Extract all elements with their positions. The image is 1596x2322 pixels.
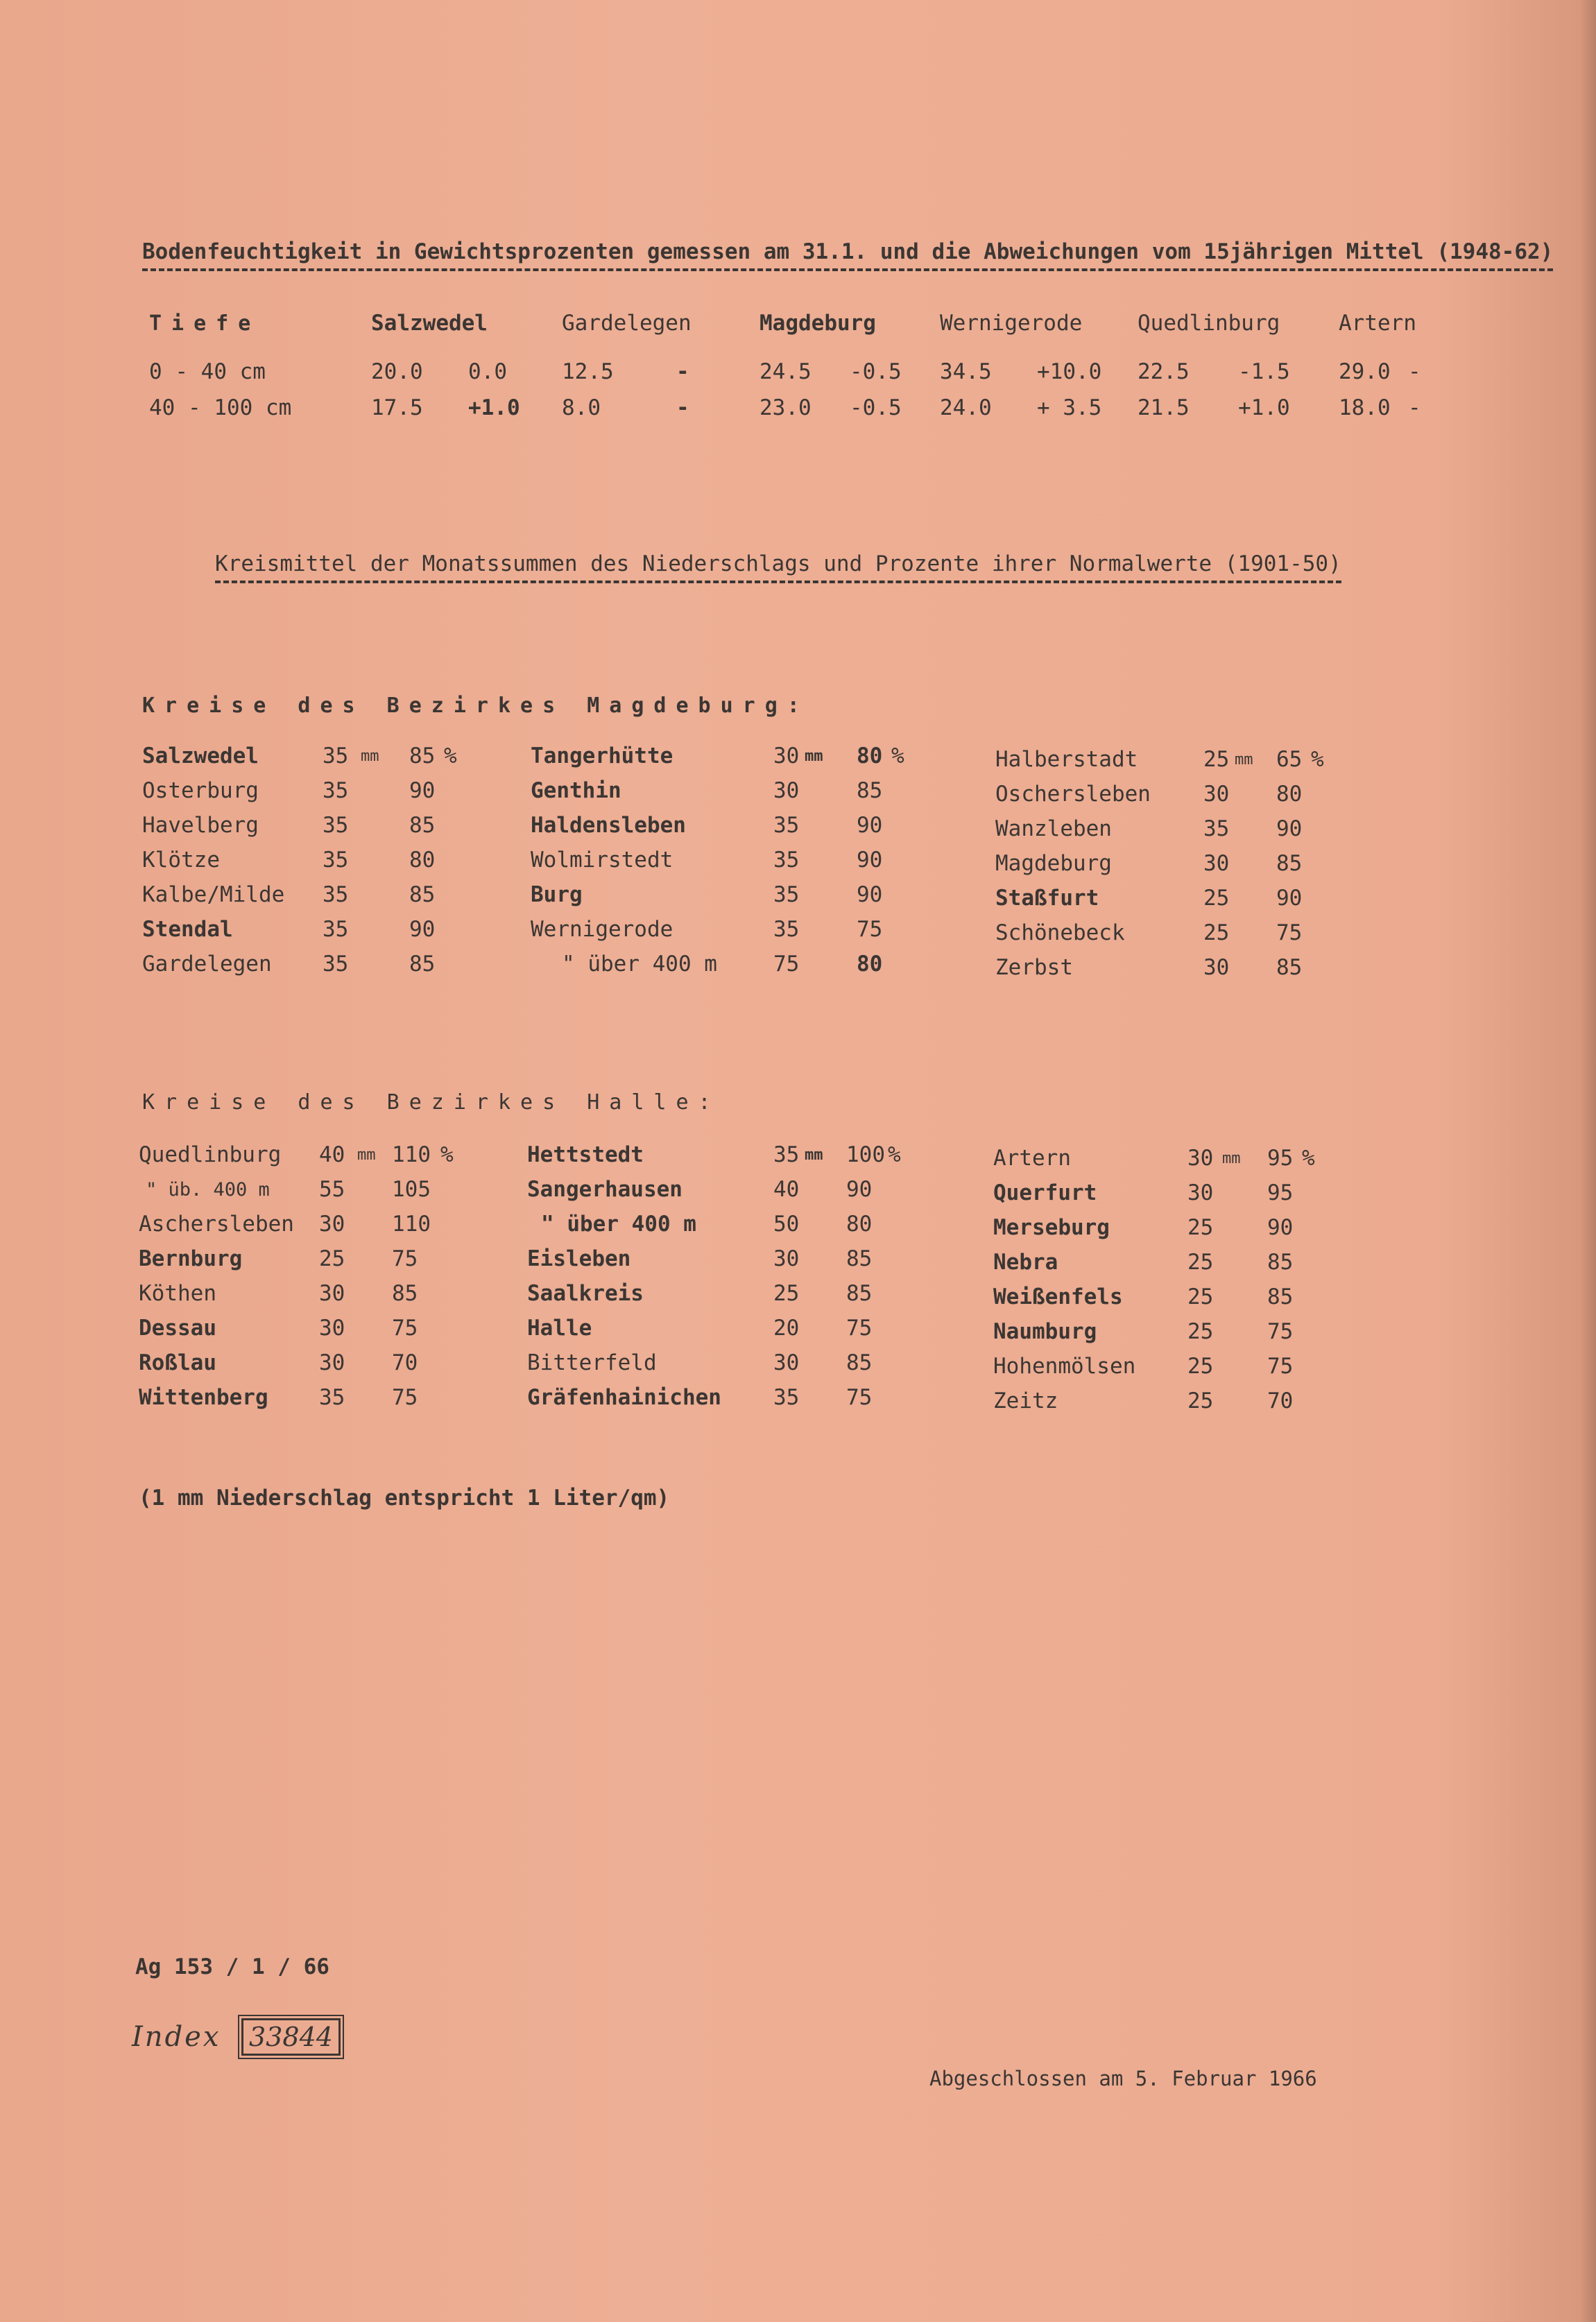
index-number: 33844: [241, 2018, 341, 2056]
district-pct: 95: [1267, 1146, 1294, 1171]
district-mm: 35: [319, 1385, 345, 1410]
soil-value: 18.0: [1339, 395, 1391, 420]
district-mm: 25: [1187, 1319, 1214, 1344]
district-pct: 90: [1276, 886, 1303, 911]
district-mm: 25: [1203, 886, 1230, 911]
district-pct: 85: [1267, 1284, 1294, 1309]
district-pct: 80: [846, 1212, 873, 1237]
soil-depth: 40 - 100 cm: [149, 395, 292, 420]
precip-title: Kreismittel der Monatssummen des Niederschlags und Prozente ihrer Normalwerte (1901-50): [215, 551, 1341, 576]
district-row: [142, 912, 472, 947]
district-pct: 80: [409, 848, 436, 872]
district-name: Bernburg: [139, 1246, 243, 1271]
district-name: Artern: [993, 1146, 1071, 1171]
district-mm: 35: [773, 848, 800, 872]
halle-table-col1: [139, 1137, 468, 1415]
district-pct: 85: [846, 1350, 873, 1375]
district-mm: 55: [319, 1177, 345, 1202]
district-name: Kalbe/Milde: [142, 882, 285, 907]
district-row: [142, 773, 472, 808]
soil-deviation: -1.5: [1238, 359, 1290, 384]
district-name: Haldensleben: [531, 813, 686, 838]
district-pct: 100: [846, 1142, 885, 1167]
district-mm: 40: [773, 1177, 800, 1202]
district-mm: 30: [319, 1212, 345, 1237]
district-row: [142, 739, 472, 773]
district-pct: 85: [409, 743, 436, 768]
district-mm: 35: [773, 813, 800, 838]
district-row: [527, 1311, 916, 1345]
district-pct: 95: [1267, 1180, 1294, 1205]
unit-mm: mm: [1222, 1149, 1241, 1167]
district-row: [995, 950, 1339, 985]
unit-mm: mm: [357, 1146, 376, 1164]
soil-depth: 0 - 40 cm: [149, 359, 266, 384]
district-pct: 80: [857, 743, 883, 768]
unit-pct: %: [888, 1142, 901, 1167]
district-pct: 75: [1267, 1354, 1294, 1379]
magdeburg-table-col2: [531, 739, 919, 981]
district-pct: 90: [409, 778, 436, 803]
district-row: [531, 773, 919, 808]
district-row: [527, 1380, 916, 1415]
magdeburg-heading: Kreise des Bezirkes Magdeburg:: [142, 694, 809, 718]
district-row: [993, 1245, 1330, 1280]
district-row: [139, 1207, 468, 1241]
district-mm: 25: [1187, 1250, 1214, 1275]
district-mm: 35: [773, 882, 800, 907]
district-name: Klötze: [142, 848, 220, 872]
district-mm: 25: [773, 1281, 800, 1306]
unit-mm: mm: [805, 747, 823, 765]
station-header: Gardelegen: [562, 311, 692, 336]
unit-pct: %: [444, 743, 457, 768]
district-name: " über 400 m: [541, 1212, 696, 1237]
district-pct: 85: [409, 952, 436, 977]
soil-row: [149, 390, 1436, 426]
district-pct: 70: [392, 1350, 418, 1375]
district-pct: 85: [409, 813, 436, 838]
district-pct: 90: [1267, 1215, 1294, 1240]
district-row: [527, 1345, 916, 1380]
magdeburg-table-col1: [142, 739, 472, 981]
district-pct: 85: [1276, 955, 1303, 980]
district-row: [139, 1137, 468, 1172]
soil-deviation: 0.0: [468, 359, 507, 384]
district-pct: 65: [1276, 747, 1303, 772]
soil-deviation: +1.0: [1238, 395, 1290, 420]
district-row: [527, 1241, 916, 1276]
halle-table-col2: [527, 1137, 916, 1415]
district-mm: 30: [773, 1246, 800, 1271]
district-pct: 85: [1276, 851, 1303, 876]
soil-value: 12.5: [562, 359, 614, 384]
district-mm: 30: [319, 1316, 345, 1341]
district-row: [531, 877, 919, 912]
district-pct: 75: [846, 1385, 873, 1410]
district-row: [995, 846, 1339, 881]
closing-date: Abgeschlossen am 5. Februar 1966: [929, 2067, 1317, 2090]
soil-value: 24.5: [760, 359, 812, 384]
index-stamp: [132, 2018, 341, 2056]
station-header: Artern: [1339, 311, 1416, 336]
district-row: [531, 947, 919, 981]
district-mm: 35: [323, 778, 349, 803]
district-row: [993, 1176, 1330, 1210]
district-pct: 110: [392, 1142, 431, 1167]
district-name: Hohenmölsen: [993, 1354, 1136, 1379]
station-header: Quedlinburg: [1138, 311, 1280, 336]
soil-header-row: [149, 305, 1436, 341]
district-row: [993, 1210, 1330, 1245]
soil-deviation: -0.5: [850, 359, 902, 384]
district-row: [993, 1141, 1330, 1176]
district-pct: 90: [857, 848, 883, 872]
district-pct: 90: [409, 917, 436, 942]
district-mm: 30: [773, 1350, 800, 1375]
district-mm: 25: [1187, 1215, 1214, 1240]
district-row: [995, 742, 1339, 777]
soil-deviation: + 3.5: [1037, 395, 1102, 420]
district-pct: 75: [392, 1246, 418, 1271]
district-pct: 80: [857, 952, 883, 977]
district-row: [531, 843, 919, 877]
district-row: [993, 1384, 1330, 1418]
district-mm: 30: [319, 1281, 345, 1306]
district-name: Zeitz: [993, 1388, 1058, 1413]
district-mm: 35: [1203, 816, 1230, 841]
soil-deviation: -: [676, 395, 689, 420]
district-mm: 25: [1187, 1354, 1214, 1379]
unit-mm: mm: [1235, 750, 1253, 768]
unit-mm: mm: [805, 1146, 823, 1164]
soil-deviation: -: [676, 359, 689, 384]
document-code: Ag 153 / 1 / 66: [135, 1954, 329, 1979]
soil-deviation: +1.0: [468, 395, 520, 420]
district-name: Gräfenhainichen: [527, 1385, 721, 1410]
soil-deviation: -: [1408, 395, 1421, 420]
district-name: Eisleben: [527, 1246, 631, 1271]
district-name: Oschersleben: [995, 782, 1151, 807]
district-name: Salzwedel: [142, 743, 259, 768]
district-name: Genthin: [531, 778, 621, 803]
unit-note: (1 mm Niederschlag entspricht 1 Liter/qm): [139, 1486, 670, 1511]
district-row: [142, 877, 472, 912]
district-pct: 75: [392, 1316, 418, 1341]
soil-value: 8.0: [562, 395, 601, 420]
district-name: Magdeburg: [995, 851, 1112, 876]
district-mm: 40: [319, 1142, 345, 1167]
district-row: [527, 1207, 916, 1241]
soil-deviation: +10.0: [1037, 359, 1102, 384]
district-name: Naumburg: [993, 1319, 1097, 1344]
district-row: [139, 1345, 468, 1380]
district-row: [531, 739, 919, 773]
district-pct: 75: [857, 917, 883, 942]
soil-value: 20.0: [371, 359, 423, 384]
station-header: Salzwedel: [371, 311, 488, 336]
soil-value: 23.0: [760, 395, 812, 420]
halle-table-col3: [993, 1141, 1330, 1418]
district-mm: 30: [1203, 851, 1230, 876]
district-mm: 25: [1203, 920, 1230, 945]
district-row: [531, 808, 919, 843]
district-name: Roßlau: [139, 1350, 216, 1375]
district-mm: 35: [773, 1385, 800, 1410]
district-name: Gardelegen: [142, 952, 272, 977]
district-mm: 35: [323, 743, 349, 768]
district-mm: 75: [773, 952, 800, 977]
soil-deviation: -: [1408, 359, 1421, 384]
district-row: [139, 1172, 468, 1207]
station-header: Magdeburg: [760, 311, 876, 336]
unit-pct: %: [1302, 1146, 1315, 1171]
district-name: Dessau: [139, 1316, 216, 1341]
district-row: [139, 1241, 468, 1276]
district-pct: 90: [1276, 816, 1303, 841]
district-mm: 25: [319, 1246, 345, 1271]
district-pct: 80: [1276, 782, 1303, 807]
district-mm: 30: [1187, 1180, 1214, 1205]
district-mm: 35: [773, 1142, 800, 1167]
halle-heading: Kreise des Bezirkes Halle:: [142, 1090, 721, 1115]
district-mm: 50: [773, 1212, 800, 1237]
district-row: [139, 1276, 468, 1311]
soil-deviation: -0.5: [850, 395, 902, 420]
district-pct: 90: [857, 813, 883, 838]
district-row: [142, 808, 472, 843]
district-name: Havelberg: [142, 813, 259, 838]
district-name: Tangerhütte: [531, 743, 673, 768]
district-mm: 30: [1203, 955, 1230, 980]
district-mm: 25: [1203, 747, 1230, 772]
district-mm: 35: [323, 917, 349, 942]
district-mm: 35: [323, 813, 349, 838]
station-header: Wernigerode: [940, 311, 1083, 336]
district-row: [139, 1311, 468, 1345]
district-mm: 35: [323, 952, 349, 977]
soil-value: 21.5: [1138, 395, 1190, 420]
unit-pct: %: [1311, 747, 1324, 772]
district-name: Staßfurt: [995, 886, 1099, 911]
district-row: [995, 881, 1339, 915]
soil-title: Bodenfeuchtigkeit in Gewichtsprozenten gemessen am 31.1. und die Abweichungen vom 15jährigen Mittel (1948-62): [142, 239, 1553, 264]
district-name: Wolmirstedt: [531, 848, 673, 872]
district-row: [993, 1349, 1330, 1384]
district-mm: 30: [1203, 782, 1230, 807]
district-name: Saalkreis: [527, 1281, 644, 1306]
district-row: [527, 1137, 916, 1172]
district-pct: 105: [392, 1177, 431, 1202]
district-pct: 110: [392, 1212, 431, 1237]
soil-value: 22.5: [1138, 359, 1190, 384]
district-row: [142, 843, 472, 877]
district-name: Merseburg: [993, 1215, 1110, 1240]
district-name: Weißenfels: [993, 1284, 1123, 1309]
district-mm: 30: [773, 778, 800, 803]
district-pct: 75: [1276, 920, 1303, 945]
district-mm: 30: [319, 1350, 345, 1375]
district-pct: 75: [1267, 1319, 1294, 1344]
district-row: [527, 1276, 916, 1311]
district-name: Wittenberg: [139, 1385, 268, 1410]
unit-mm: mm: [361, 747, 379, 765]
district-pct: 75: [392, 1385, 418, 1410]
district-pct: 70: [1267, 1388, 1294, 1413]
district-pct: 85: [857, 778, 883, 803]
district-pct: 85: [409, 882, 436, 907]
district-name: Halle: [527, 1316, 592, 1341]
district-pct: 85: [1267, 1250, 1294, 1275]
district-pct: 90: [857, 882, 883, 907]
district-row: [993, 1314, 1330, 1349]
district-mm: 35: [323, 882, 349, 907]
soil-value: 17.5: [371, 395, 423, 420]
district-name: Nebra: [993, 1250, 1058, 1275]
district-name: Halberstadt: [995, 747, 1138, 772]
district-name: " üb. 400 m: [146, 1178, 270, 1201]
district-name: Osterburg: [142, 778, 259, 803]
district-row: [142, 947, 472, 981]
district-pct: 85: [846, 1281, 873, 1306]
depth-header: Tiefe: [149, 311, 261, 336]
district-row: [139, 1380, 468, 1415]
district-name: Zerbst: [995, 955, 1073, 980]
district-mm: 25: [1187, 1388, 1214, 1413]
district-mm: 25: [1187, 1284, 1214, 1309]
district-name: Burg: [531, 882, 583, 907]
district-row: [993, 1280, 1330, 1314]
soil-value: 29.0: [1339, 359, 1391, 384]
district-row: [531, 912, 919, 947]
district-name: Wanzleben: [995, 816, 1112, 841]
district-name: Quedlinburg: [139, 1142, 282, 1167]
soil-value: 34.5: [940, 359, 992, 384]
district-mm: 20: [773, 1316, 800, 1341]
district-name: Bitterfeld: [527, 1350, 657, 1375]
unit-pct: %: [891, 743, 904, 768]
soil-table: [149, 305, 1436, 426]
district-mm: 30: [1187, 1146, 1214, 1171]
district-name: Wernigerode: [531, 917, 673, 942]
district-mm: 35: [773, 917, 800, 942]
district-name: Querfurt: [993, 1180, 1097, 1205]
magdeburg-table-col3: [995, 742, 1339, 985]
district-mm: 30: [773, 743, 800, 768]
district-name: Aschersleben: [139, 1212, 294, 1237]
district-row: [527, 1172, 916, 1207]
soil-value: 24.0: [940, 395, 992, 420]
district-pct: 85: [392, 1281, 418, 1306]
district-pct: 90: [846, 1177, 873, 1202]
unit-pct: %: [440, 1142, 454, 1167]
district-name: Sangerhausen: [527, 1177, 683, 1202]
district-name: Hettstedt: [527, 1142, 644, 1167]
district-row: [995, 777, 1339, 811]
district-pct: 75: [846, 1316, 873, 1341]
district-pct: 85: [846, 1246, 873, 1271]
district-name: Schönebeck: [995, 920, 1125, 945]
soil-row: [149, 354, 1436, 390]
district-name: " über 400 m: [562, 952, 717, 977]
district-name: Köthen: [139, 1281, 216, 1306]
district-name: Stendal: [142, 917, 233, 942]
district-mm: 35: [323, 848, 349, 872]
index-label: Index: [132, 2021, 221, 2053]
district-row: [995, 811, 1339, 846]
district-row: [995, 915, 1339, 950]
